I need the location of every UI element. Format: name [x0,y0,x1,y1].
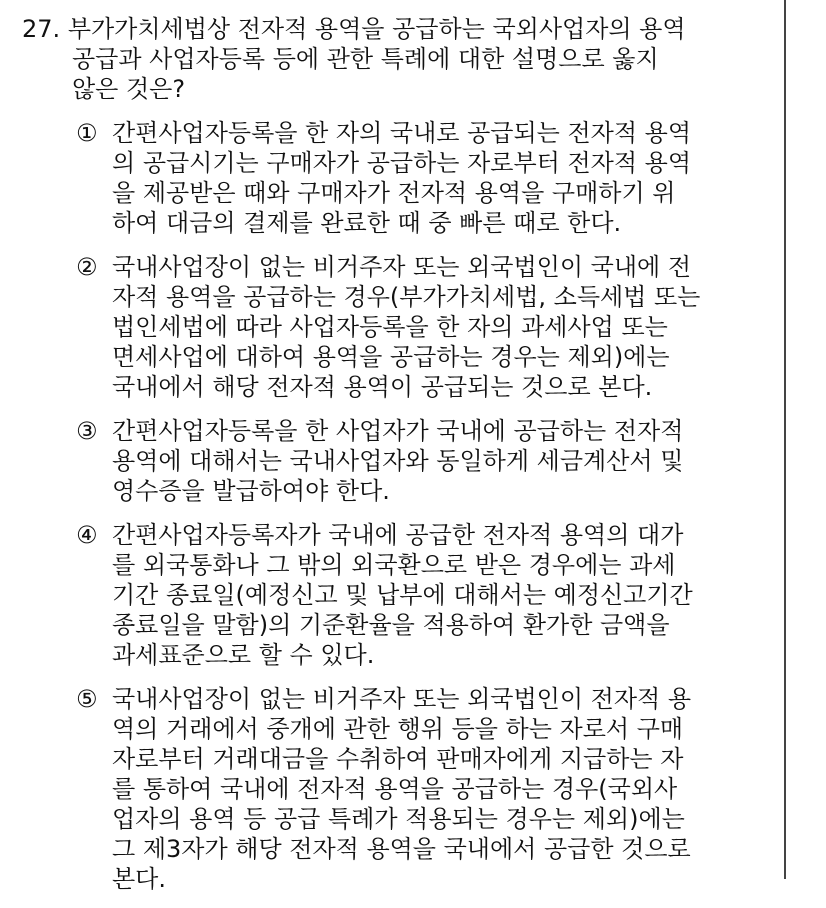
option-4-marker: ④ [76,521,98,549]
option-5-line-5: 업자의 용역 등 공급 특례가 적용되는 경우는 제외)에는 [112,805,685,833]
question-stem [22,14,772,104]
option-4-line-3: 기간 종료일(예정신고 및 납부에 대해서는 예정신고기간 [112,581,693,609]
option-5[interactable] [76,684,776,894]
option-3-line-2: 용역에 대해서는 국내사업자와 동일하게 세금계산서 및 [112,447,684,475]
option-2-line-3: 법인세법에 따라 사업자등록을 한 자의 과세사업 또는 [112,313,668,341]
option-1-line-4: 하여 대금의 결제를 완료한 때 중 빠른 때로 한다. [112,209,622,237]
option-3-marker: ③ [76,417,98,445]
option-2-line-1 [76,252,776,282]
option-4-line-5: 과세표준으로 할 수 있다. [112,641,375,669]
option-5-line-7: 본다. [112,865,166,893]
option-4[interactable] [76,520,776,670]
option-5-text: 국내사업장이 없는 비거주자 또는 외국법인이 전자적 용 [112,685,692,713]
option-2-line-5: 국내에서 해당 전자적 용역이 공급되는 것으로 본다. [112,373,653,401]
option-1-line-2: 의 공급시기는 구매자가 공급하는 자로부터 전자적 용역 [112,149,692,177]
option-3-line-3: 영수증을 발급하여야 한다. [112,477,390,505]
option-3-text: 간편사업자등록을 한 사업자가 국내에 공급하는 전자적 [112,417,684,445]
option-3-line-1 [76,416,776,446]
option-2-line-4: 면세사업에 대하여 용역을 공급하는 경우는 제외)에는 [112,343,670,371]
option-1-line-3: 을 제공받은 때와 구매자가 전자적 용역을 구매하기 위 [112,179,676,207]
question-text-line-3: 않은 것은? [72,75,186,103]
option-2[interactable] [76,252,776,402]
option-3[interactable] [76,416,776,506]
answer-options [76,118,776,908]
page-right-border [784,0,786,879]
option-1-text: 간편사업자등록을 한 자의 국내로 공급되는 전자적 용역 [112,119,692,147]
option-1-marker: ① [76,119,98,147]
option-4-line-1 [76,520,776,550]
question-text-line-1: 부가가치세법상 전자적 용역을 공급하는 국외사업자의 용역 [67,15,686,43]
option-2-text: 국내사업장이 없는 비거주자 또는 외국법인이 국내에 전 [112,253,692,281]
option-4-line-2: 를 외국통화나 그 밖의 외국환으로 받은 경우에는 과세 [112,551,676,579]
option-1[interactable] [76,118,776,238]
option-2-marker: ② [76,253,98,281]
option-4-line-4: 종료일을 말함)의 기준환율을 적용하여 환가한 금액을 [112,611,670,639]
option-5-marker: ⑤ [76,685,98,713]
option-2-line-2: 자적 용역을 공급하는 경우(부가가치세법, 소득세법 또는 [112,283,701,311]
option-5-line-2: 역의 거래에서 중개에 관한 행위 등을 하는 자로서 구매 [112,715,684,743]
option-5-line-3: 자로부터 거래대금을 수취하여 판매자에게 지급하는 자 [112,745,684,773]
option-5-line-6: 그 제3자가 해당 전자적 용역을 국내에서 공급한 것으로 [112,835,691,863]
question-number: 27. [22,15,61,43]
question-text-line-2: 공급과 사업자등록 등에 관한 특례에 대한 설명으로 옳지 [72,45,659,73]
option-5-line-4: 를 통하여 국내에 전자적 용역을 공급하는 경우(국외사 [112,775,678,803]
option-5-line-1 [76,684,776,714]
option-4-text: 간편사업자등록자가 국내에 공급한 전자적 용역의 대가 [112,521,684,549]
question-line [22,14,772,44]
option-1-line-1 [76,118,776,148]
